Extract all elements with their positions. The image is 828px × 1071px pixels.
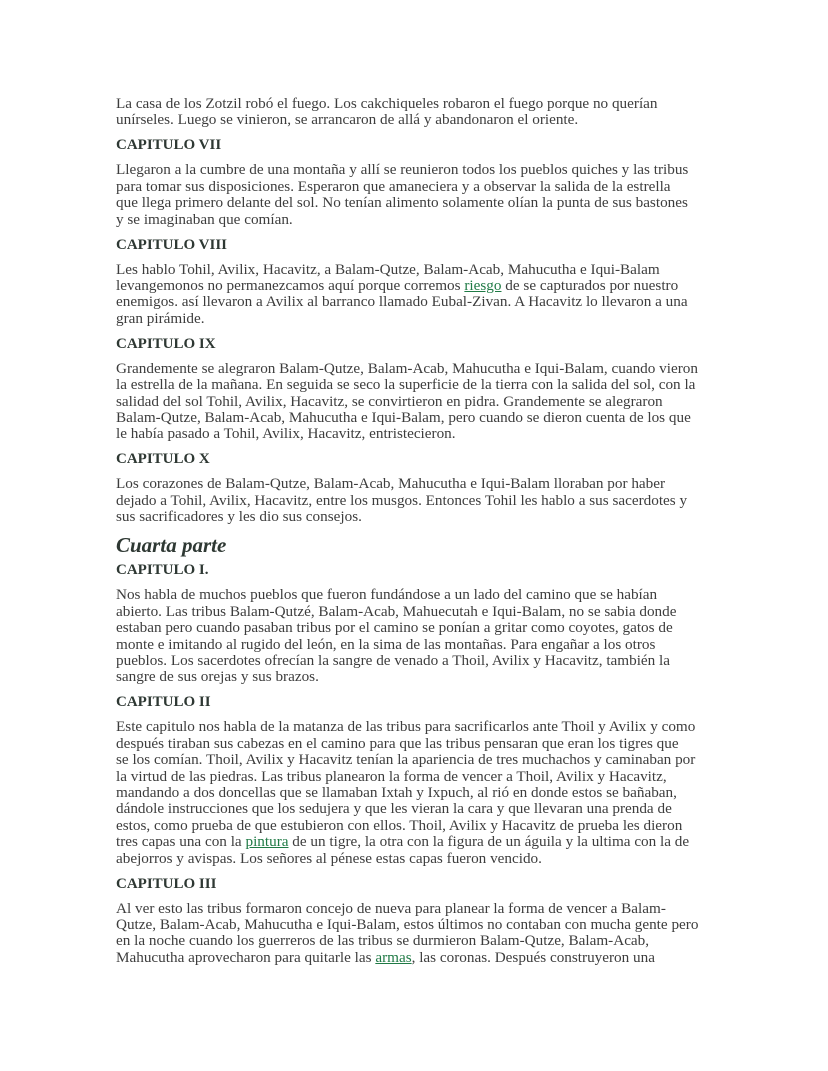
text-segment: de se capturados por nuestro (501, 277, 679, 295)
text-line: abierto. Las tribus Balam-Qutzé, Balam-Acab, Mahuecutah e Iqui-Balam, no se sabia donde (116, 602, 677, 620)
text-line: sangre de sus orejas y sus brazos. (116, 668, 319, 686)
chapter-heading: CAPITULO VII (116, 137, 222, 154)
text-line: sus sacrificadores y les dio sus consejos. (116, 508, 362, 526)
text-line: Qutze, Balam-Acab, Mahucutha e Iqui-Balam, estos últimos no contaban con mucha gente pero (116, 915, 699, 933)
chapter-heading: CAPITULO II (116, 694, 211, 711)
text-line (116, 278, 726, 294)
text-line: estaban pero cuando pasaban tribus por el camino se ponían a gritar como coyotes, gatos de (116, 619, 673, 637)
text-segment: de un tigre, la otra con la figura de un águila y la ultima con la de (288, 833, 690, 851)
text-line (116, 950, 726, 966)
inline-link[interactable]: pintura (245, 833, 289, 851)
text-line: salidad del sol Tohil, Avilix, Hacavitz, se convirtieron en pidra. Grandemente se alegraron (116, 392, 663, 410)
paragraph (116, 476, 726, 525)
paragraph (116, 901, 726, 967)
text-line: La casa de los Zotzil robó el fuego. Los cakchiqueles robaron el fuego porque no querían (116, 95, 658, 112)
text-segment: Mahucutha aprovecharon para quitarle las (116, 948, 376, 966)
document-page (116, 96, 726, 975)
text-line: monte e imitando al rugido del león, en la sima de las montañas. Para engañar a los otros (116, 635, 656, 653)
text-segment: levangemonos no permanezcamos aquí porque corremos (116, 277, 465, 295)
text-segment: tres capas una con la (116, 833, 246, 851)
text-line: Llegaron a la cumbre de una montaña y allí se reunieron todos los pueblos quiches y las tribus (116, 161, 689, 179)
text-line: pueblos. Los sacerdotes ofrecían la sangre de venado a Thoil, Avilix y Hacavitz, también la (116, 651, 671, 669)
text-line: la virtud de las piedras. Las tribus planearon la forma de vencer a Thoil, Avilix y Hacavitz, (116, 767, 667, 785)
inline-link[interactable]: armas (375, 948, 412, 966)
text-line: que llega primero delante del sol. No tenían alimento solamente olían la punta de sus bastones (116, 194, 688, 212)
text-line (116, 834, 726, 850)
chapter-heading: CAPITULO III (116, 875, 217, 892)
text-line: mandando a dos doncellas que se llamaban Ixtah y Ixpuch, al rió en donde estos se bañaban, (116, 783, 677, 801)
text-line: estos, como prueba de que estubieron con ellos. Thoil, Avilix y Hacavitz de prueba les dieron (116, 816, 683, 834)
text-line: se los comían. Thoil, Avilix y Hacavitz tenían la apariencia de tres muchachos y caminaban por (116, 751, 696, 769)
text-line: gran pirámide. (116, 309, 205, 327)
text-segment: , las coronas. Después construyeron una (411, 948, 655, 966)
text-line: Grandemente se alegraron Balam-Qutze, Balam-Acab, Mahucutha e Iqui-Balam, cuando vieron (116, 359, 698, 377)
chapter-heading: CAPITULO IX (116, 335, 216, 352)
paragraph (116, 262, 726, 328)
text-line: la estrella de la mañana. En seguida se seco la superficie de la tierra con la salida del sol, con la (116, 376, 696, 394)
text-line: abejorros y avispas. Los señores al pénese estas capas fueron vencido. (116, 849, 542, 867)
text-line: para tomar sus disposiciones. Esperaron que amaneciera y a observar la salida de la estrella (116, 177, 671, 195)
text-line: dándole instrucciones que los sedujera y que les vieran la cara y que llevaran una prenda de (116, 800, 672, 818)
text-line: enemigos. así llevaron a Avilix al barranco llamado Eubal-Zivan. A Hacavitz lo llevaron a una (116, 293, 688, 311)
text-line: Les hablo Tohil, Avilix, Hacavitz, a Balam-Qutze, Balam-Acab, Mahucutha e Iqui-Balam (116, 260, 660, 278)
chapter-heading: CAPITULO I. (116, 562, 209, 579)
text-line: después tiraban sus cabezas en el camino para que las tribus pensaran que eran los tigres que (116, 734, 679, 752)
chapter-heading: CAPITULO X (116, 451, 210, 468)
paragraph (116, 587, 726, 685)
text-line: dejado a Tohil, Avilix, Hacavitz, entre los musgos. Entonces Tohil les hablo a sus sacerdotes y (116, 491, 688, 509)
text-line: Balam-Qutze, Balam-Acab, Mahucutha e Iqui-Balam, pero cuando se dieron cuenta de los que (116, 409, 691, 427)
text-line: Al ver esto las tribus formaron concejo de nueva para planear la forma de vencer a Balam- (116, 899, 666, 917)
text-line: unírseles. Luego se vinieron, se arrancaron de allá y abandonaron el oriente. (116, 111, 579, 129)
text-line: y se imaginaban que comían. (116, 210, 293, 228)
paragraph (116, 162, 726, 228)
paragraph (116, 361, 726, 443)
text-line: Los corazones de Balam-Qutze, Balam-Acab, Mahucutha e Iqui-Balam lloraban por haber (116, 475, 666, 493)
paragraph (116, 96, 726, 129)
text-line: Nos habla de muchos pueblos que fueron fundándose a un lado del camino que se habían (116, 586, 658, 604)
inline-link[interactable]: riesgo (464, 277, 502, 295)
text-line: en la noche cuando los guerreros de las tribus se durmieron Balam-Qutze, Balam-Acab, (116, 932, 650, 950)
part-title: Cuarta parte (116, 533, 227, 558)
paragraph (116, 719, 726, 867)
chapter-heading: CAPITULO VIII (116, 236, 227, 253)
text-line: Este capitulo nos habla de la matanza de las tribus para sacrificarlos ante Thoil y Avilix y como (116, 718, 696, 736)
text-line: le había pasado a Tohil, Avilix, Hacavitz, entristecieron. (116, 425, 456, 443)
